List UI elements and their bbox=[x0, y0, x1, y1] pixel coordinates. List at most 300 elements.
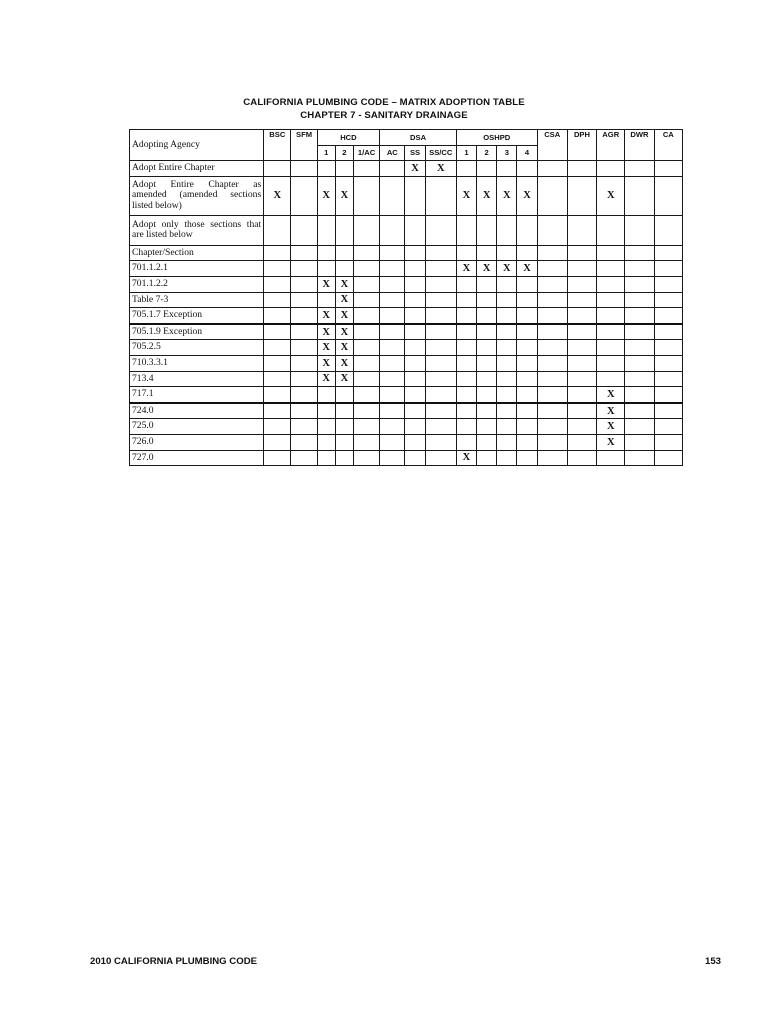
mark-cell bbox=[264, 276, 291, 292]
mark-cell bbox=[264, 340, 291, 356]
mark-cell bbox=[405, 261, 425, 277]
mark-cell bbox=[425, 176, 456, 215]
table-title bbox=[0, 96, 768, 122]
mark-cell bbox=[291, 308, 317, 324]
mark-cell bbox=[353, 371, 379, 387]
mark-cell: X bbox=[425, 161, 456, 177]
mark-cell: X bbox=[517, 261, 537, 277]
mark-cell bbox=[353, 324, 379, 340]
mark-cell: X bbox=[317, 340, 335, 356]
mark-cell bbox=[456, 419, 476, 435]
mark-cell: X bbox=[335, 308, 353, 324]
mark-cell bbox=[654, 419, 682, 435]
mark-cell bbox=[654, 261, 682, 277]
mark-cell bbox=[497, 450, 517, 466]
mark-cell bbox=[456, 434, 476, 450]
mark-cell bbox=[517, 324, 537, 340]
mark-cell bbox=[497, 340, 517, 356]
table-row bbox=[130, 261, 683, 277]
table-row bbox=[130, 419, 683, 435]
header-bsc: BSC bbox=[264, 130, 291, 161]
mark-cell bbox=[456, 308, 476, 324]
title-line-1: CALIFORNIA PLUMBING CODE – MATRIX ADOPTION TABLE bbox=[243, 97, 525, 108]
mark-cell bbox=[456, 340, 476, 356]
mark-cell bbox=[537, 387, 567, 403]
mark-cell bbox=[625, 176, 654, 215]
mark-cell: X bbox=[597, 434, 625, 450]
mark-cell bbox=[625, 245, 654, 261]
mark-cell bbox=[654, 403, 682, 419]
mark-cell: X bbox=[317, 371, 335, 387]
mark-cell bbox=[537, 161, 567, 177]
mark-cell bbox=[654, 387, 682, 403]
mark-cell bbox=[335, 161, 353, 177]
mark-cell bbox=[425, 450, 456, 466]
mark-cell bbox=[405, 355, 425, 371]
mark-cell bbox=[567, 215, 596, 245]
table-row bbox=[130, 434, 683, 450]
mark-cell bbox=[264, 308, 291, 324]
header-hcd: HCD bbox=[317, 130, 380, 146]
row-label: 725.0 bbox=[130, 419, 264, 435]
mark-cell bbox=[425, 355, 456, 371]
adopting-agency-header: Adopting Agency bbox=[130, 130, 264, 161]
table-row bbox=[130, 276, 683, 292]
header-csa: CSA bbox=[537, 130, 567, 161]
mark-cell: X bbox=[597, 387, 625, 403]
mark-cell: X bbox=[477, 176, 497, 215]
mark-cell bbox=[625, 355, 654, 371]
mark-cell bbox=[517, 340, 537, 356]
mark-cell: X bbox=[497, 261, 517, 277]
mark-cell: X bbox=[456, 176, 476, 215]
mark-cell bbox=[380, 371, 405, 387]
mark-cell bbox=[497, 292, 517, 308]
subheader-oshpd-1: 1 bbox=[456, 145, 476, 161]
mark-cell bbox=[567, 450, 596, 466]
row-label: 705.2.5 bbox=[130, 340, 264, 356]
mark-cell bbox=[456, 324, 476, 340]
mark-cell bbox=[353, 403, 379, 419]
header-agr: AGR bbox=[597, 130, 625, 161]
mark-cell bbox=[597, 324, 625, 340]
mark-cell bbox=[597, 355, 625, 371]
table-row bbox=[130, 161, 683, 177]
mark-cell bbox=[537, 245, 567, 261]
mark-cell bbox=[654, 371, 682, 387]
mark-cell: X bbox=[317, 324, 335, 340]
mark-cell bbox=[291, 371, 317, 387]
row-label: Adopt Entire Chapter as amended (amended sections listed below) bbox=[130, 176, 264, 215]
row-label: 727.0 bbox=[130, 450, 264, 466]
mark-cell bbox=[335, 419, 353, 435]
mark-cell bbox=[497, 276, 517, 292]
mark-cell bbox=[425, 340, 456, 356]
header-row-groups bbox=[130, 130, 683, 146]
mark-cell bbox=[425, 434, 456, 450]
mark-cell bbox=[291, 387, 317, 403]
mark-cell bbox=[291, 215, 317, 245]
mark-cell bbox=[537, 308, 567, 324]
table-row bbox=[130, 292, 683, 308]
mark-cell bbox=[405, 245, 425, 261]
mark-cell: X bbox=[335, 292, 353, 308]
mark-cell bbox=[567, 419, 596, 435]
mark-cell bbox=[654, 176, 682, 215]
mark-cell bbox=[425, 419, 456, 435]
mark-cell bbox=[625, 419, 654, 435]
row-label: 705.1.7 Exception bbox=[130, 308, 264, 324]
mark-cell bbox=[335, 387, 353, 403]
mark-cell bbox=[567, 324, 596, 340]
mark-cell bbox=[537, 340, 567, 356]
table-row bbox=[130, 387, 683, 403]
mark-cell bbox=[625, 308, 654, 324]
mark-cell bbox=[291, 324, 317, 340]
mark-cell bbox=[477, 434, 497, 450]
mark-cell bbox=[264, 355, 291, 371]
mark-cell bbox=[497, 403, 517, 419]
mark-cell: X bbox=[317, 355, 335, 371]
mark-cell bbox=[597, 276, 625, 292]
mark-cell bbox=[537, 403, 567, 419]
mark-cell bbox=[654, 450, 682, 466]
mark-cell bbox=[567, 371, 596, 387]
mark-cell bbox=[537, 176, 567, 215]
mark-cell bbox=[264, 215, 291, 245]
mark-cell bbox=[317, 434, 335, 450]
mark-cell bbox=[425, 308, 456, 324]
mark-cell bbox=[353, 340, 379, 356]
mark-cell bbox=[335, 450, 353, 466]
mark-cell bbox=[537, 215, 567, 245]
table-row bbox=[130, 355, 683, 371]
mark-cell bbox=[264, 450, 291, 466]
mark-cell bbox=[625, 161, 654, 177]
mark-cell bbox=[456, 276, 476, 292]
mark-cell bbox=[291, 176, 317, 215]
mark-cell bbox=[567, 292, 596, 308]
mark-cell bbox=[353, 245, 379, 261]
mark-cell bbox=[380, 308, 405, 324]
mark-cell bbox=[537, 419, 567, 435]
mark-cell bbox=[317, 403, 335, 419]
mark-cell bbox=[477, 161, 497, 177]
mark-cell bbox=[317, 245, 335, 261]
mark-cell bbox=[567, 403, 596, 419]
mark-cell bbox=[353, 176, 379, 215]
row-label: 717.1 bbox=[130, 387, 264, 403]
row-label: Adopt Entire Chapter bbox=[130, 161, 264, 177]
table-row bbox=[130, 403, 683, 419]
mark-cell bbox=[597, 340, 625, 356]
subheader-dsa-ss: SS bbox=[405, 145, 425, 161]
mark-cell bbox=[291, 245, 317, 261]
mark-cell bbox=[317, 261, 335, 277]
mark-cell bbox=[517, 355, 537, 371]
mark-cell bbox=[477, 419, 497, 435]
mark-cell bbox=[456, 161, 476, 177]
mark-cell bbox=[291, 355, 317, 371]
mark-cell bbox=[405, 340, 425, 356]
mark-cell bbox=[380, 215, 405, 245]
mark-cell bbox=[456, 245, 476, 261]
mark-cell: X bbox=[317, 276, 335, 292]
mark-cell bbox=[497, 308, 517, 324]
subheader-oshpd-4: 4 bbox=[517, 145, 537, 161]
mark-cell: X bbox=[477, 261, 497, 277]
mark-cell bbox=[380, 245, 405, 261]
mark-cell bbox=[380, 403, 405, 419]
mark-cell: X bbox=[335, 340, 353, 356]
mark-cell bbox=[291, 450, 317, 466]
mark-cell: X bbox=[335, 324, 353, 340]
mark-cell bbox=[456, 215, 476, 245]
mark-cell bbox=[567, 161, 596, 177]
mark-cell bbox=[380, 355, 405, 371]
mark-cell bbox=[497, 215, 517, 245]
mark-cell: X bbox=[597, 419, 625, 435]
mark-cell bbox=[497, 434, 517, 450]
mark-cell bbox=[567, 261, 596, 277]
mark-cell bbox=[291, 340, 317, 356]
mark-cell bbox=[517, 276, 537, 292]
mark-cell bbox=[264, 292, 291, 308]
header-dph: DPH bbox=[567, 130, 596, 161]
mark-cell bbox=[625, 261, 654, 277]
mark-cell bbox=[625, 340, 654, 356]
mark-cell bbox=[517, 215, 537, 245]
mark-cell bbox=[405, 276, 425, 292]
mark-cell bbox=[456, 292, 476, 308]
mark-cell bbox=[477, 292, 497, 308]
mark-cell bbox=[353, 276, 379, 292]
mark-cell bbox=[477, 403, 497, 419]
mark-cell bbox=[537, 355, 567, 371]
mark-cell bbox=[597, 161, 625, 177]
table-row bbox=[130, 245, 683, 261]
mark-cell bbox=[353, 215, 379, 245]
row-label: 705.1.9 Exception bbox=[130, 324, 264, 340]
row-label: 726.0 bbox=[130, 434, 264, 450]
matrix-adoption-table bbox=[129, 129, 683, 466]
mark-cell bbox=[497, 161, 517, 177]
mark-cell bbox=[380, 176, 405, 215]
mark-cell bbox=[380, 324, 405, 340]
mark-cell bbox=[477, 245, 497, 261]
mark-cell bbox=[264, 371, 291, 387]
row-label: 710.3.3.1 bbox=[130, 355, 264, 371]
row-label: Table 7-3 bbox=[130, 292, 264, 308]
mark-cell bbox=[335, 434, 353, 450]
mark-cell: X bbox=[264, 176, 291, 215]
mark-cell bbox=[497, 387, 517, 403]
mark-cell bbox=[654, 245, 682, 261]
mark-cell bbox=[625, 292, 654, 308]
mark-cell bbox=[537, 276, 567, 292]
mark-cell: X bbox=[335, 176, 353, 215]
mark-cell bbox=[625, 403, 654, 419]
mark-cell bbox=[625, 276, 654, 292]
mark-cell bbox=[405, 450, 425, 466]
mark-cell bbox=[654, 355, 682, 371]
mark-cell bbox=[625, 450, 654, 466]
mark-cell bbox=[456, 387, 476, 403]
mark-cell bbox=[425, 403, 456, 419]
table-row bbox=[130, 340, 683, 356]
mark-cell: X bbox=[517, 176, 537, 215]
mark-cell bbox=[517, 434, 537, 450]
page-number: 153 bbox=[704, 956, 721, 967]
mark-cell bbox=[317, 387, 335, 403]
mark-cell bbox=[537, 450, 567, 466]
mark-cell bbox=[264, 419, 291, 435]
subheader-hcd-1ac: 1/AC bbox=[353, 145, 379, 161]
mark-cell bbox=[654, 324, 682, 340]
subheader-dsa-sscc: SS/CC bbox=[425, 145, 456, 161]
mark-cell bbox=[477, 276, 497, 292]
mark-cell bbox=[425, 215, 456, 245]
mark-cell bbox=[291, 403, 317, 419]
mark-cell bbox=[405, 387, 425, 403]
subheader-dsa-ac: AC bbox=[380, 145, 405, 161]
mark-cell bbox=[625, 434, 654, 450]
mark-cell bbox=[456, 355, 476, 371]
mark-cell bbox=[497, 245, 517, 261]
mark-cell bbox=[317, 292, 335, 308]
subheader-hcd-1: 1 bbox=[317, 145, 335, 161]
row-label: 713.4 bbox=[130, 371, 264, 387]
mark-cell bbox=[291, 419, 317, 435]
mark-cell bbox=[537, 292, 567, 308]
table-row bbox=[130, 324, 683, 340]
mark-cell bbox=[317, 419, 335, 435]
mark-cell bbox=[425, 371, 456, 387]
mark-cell bbox=[353, 161, 379, 177]
mark-cell bbox=[405, 324, 425, 340]
mark-cell bbox=[291, 276, 317, 292]
mark-cell bbox=[335, 215, 353, 245]
mark-cell bbox=[353, 450, 379, 466]
mark-cell bbox=[405, 403, 425, 419]
mark-cell bbox=[353, 419, 379, 435]
mark-cell bbox=[517, 161, 537, 177]
table-row bbox=[130, 450, 683, 466]
subheader-hcd-2: 2 bbox=[335, 145, 353, 161]
mark-cell bbox=[654, 161, 682, 177]
mark-cell bbox=[517, 450, 537, 466]
mark-cell bbox=[654, 308, 682, 324]
mark-cell bbox=[477, 450, 497, 466]
mark-cell bbox=[625, 324, 654, 340]
mark-cell bbox=[517, 419, 537, 435]
mark-cell: X bbox=[405, 161, 425, 177]
mark-cell bbox=[537, 324, 567, 340]
mark-cell bbox=[380, 450, 405, 466]
row-label: 701.1.2.1 bbox=[130, 261, 264, 277]
mark-cell: X bbox=[456, 261, 476, 277]
row-label: 724.0 bbox=[130, 403, 264, 419]
mark-cell bbox=[654, 276, 682, 292]
row-label: Chapter/Section bbox=[130, 245, 264, 261]
mark-cell bbox=[353, 308, 379, 324]
table-row bbox=[130, 308, 683, 324]
row-label: 701.1.2.2 bbox=[130, 276, 264, 292]
mark-cell bbox=[537, 371, 567, 387]
mark-cell bbox=[654, 340, 682, 356]
mark-cell bbox=[497, 419, 517, 435]
mark-cell: X bbox=[317, 176, 335, 215]
mark-cell bbox=[264, 324, 291, 340]
table-row bbox=[130, 215, 683, 245]
mark-cell bbox=[317, 450, 335, 466]
mark-cell bbox=[405, 371, 425, 387]
header-oshpd: OSHPD bbox=[456, 130, 537, 146]
mark-cell bbox=[456, 403, 476, 419]
mark-cell bbox=[405, 308, 425, 324]
mark-cell bbox=[477, 308, 497, 324]
mark-cell bbox=[380, 387, 405, 403]
mark-cell bbox=[353, 355, 379, 371]
mark-cell bbox=[353, 292, 379, 308]
mark-cell bbox=[380, 161, 405, 177]
mark-cell bbox=[597, 215, 625, 245]
footer-publication: 2010 CALIFORNIA PLUMBING CODE bbox=[90, 956, 258, 967]
mark-cell bbox=[335, 403, 353, 419]
mark-cell bbox=[477, 324, 497, 340]
mark-cell bbox=[625, 371, 654, 387]
mark-cell bbox=[291, 161, 317, 177]
mark-cell bbox=[353, 434, 379, 450]
mark-cell bbox=[353, 387, 379, 403]
mark-cell bbox=[625, 387, 654, 403]
mark-cell bbox=[517, 371, 537, 387]
mark-cell bbox=[567, 245, 596, 261]
mark-cell bbox=[405, 419, 425, 435]
mark-cell bbox=[380, 276, 405, 292]
mark-cell: X bbox=[597, 176, 625, 215]
mark-cell bbox=[567, 308, 596, 324]
mark-cell bbox=[425, 387, 456, 403]
header-dwr: DWR bbox=[625, 130, 654, 161]
mark-cell bbox=[405, 292, 425, 308]
table-row bbox=[130, 371, 683, 387]
mark-cell bbox=[425, 324, 456, 340]
mark-cell bbox=[264, 245, 291, 261]
mark-cell bbox=[264, 261, 291, 277]
mark-cell bbox=[264, 403, 291, 419]
mark-cell bbox=[380, 434, 405, 450]
mark-cell bbox=[317, 215, 335, 245]
row-label: Adopt only those sections that are listed below bbox=[130, 215, 264, 245]
mark-cell bbox=[597, 261, 625, 277]
mark-cell bbox=[654, 292, 682, 308]
mark-cell bbox=[317, 161, 335, 177]
title-line-2: CHAPTER 7 - SANITARY DRAINAGE bbox=[300, 110, 468, 121]
mark-cell: X bbox=[335, 355, 353, 371]
mark-cell bbox=[264, 161, 291, 177]
mark-cell bbox=[291, 292, 317, 308]
mark-cell bbox=[567, 355, 596, 371]
mark-cell bbox=[335, 261, 353, 277]
mark-cell bbox=[567, 340, 596, 356]
mark-cell bbox=[425, 261, 456, 277]
mark-cell bbox=[425, 245, 456, 261]
mark-cell bbox=[597, 371, 625, 387]
mark-cell bbox=[567, 387, 596, 403]
mark-cell bbox=[335, 245, 353, 261]
mark-cell: X bbox=[317, 308, 335, 324]
